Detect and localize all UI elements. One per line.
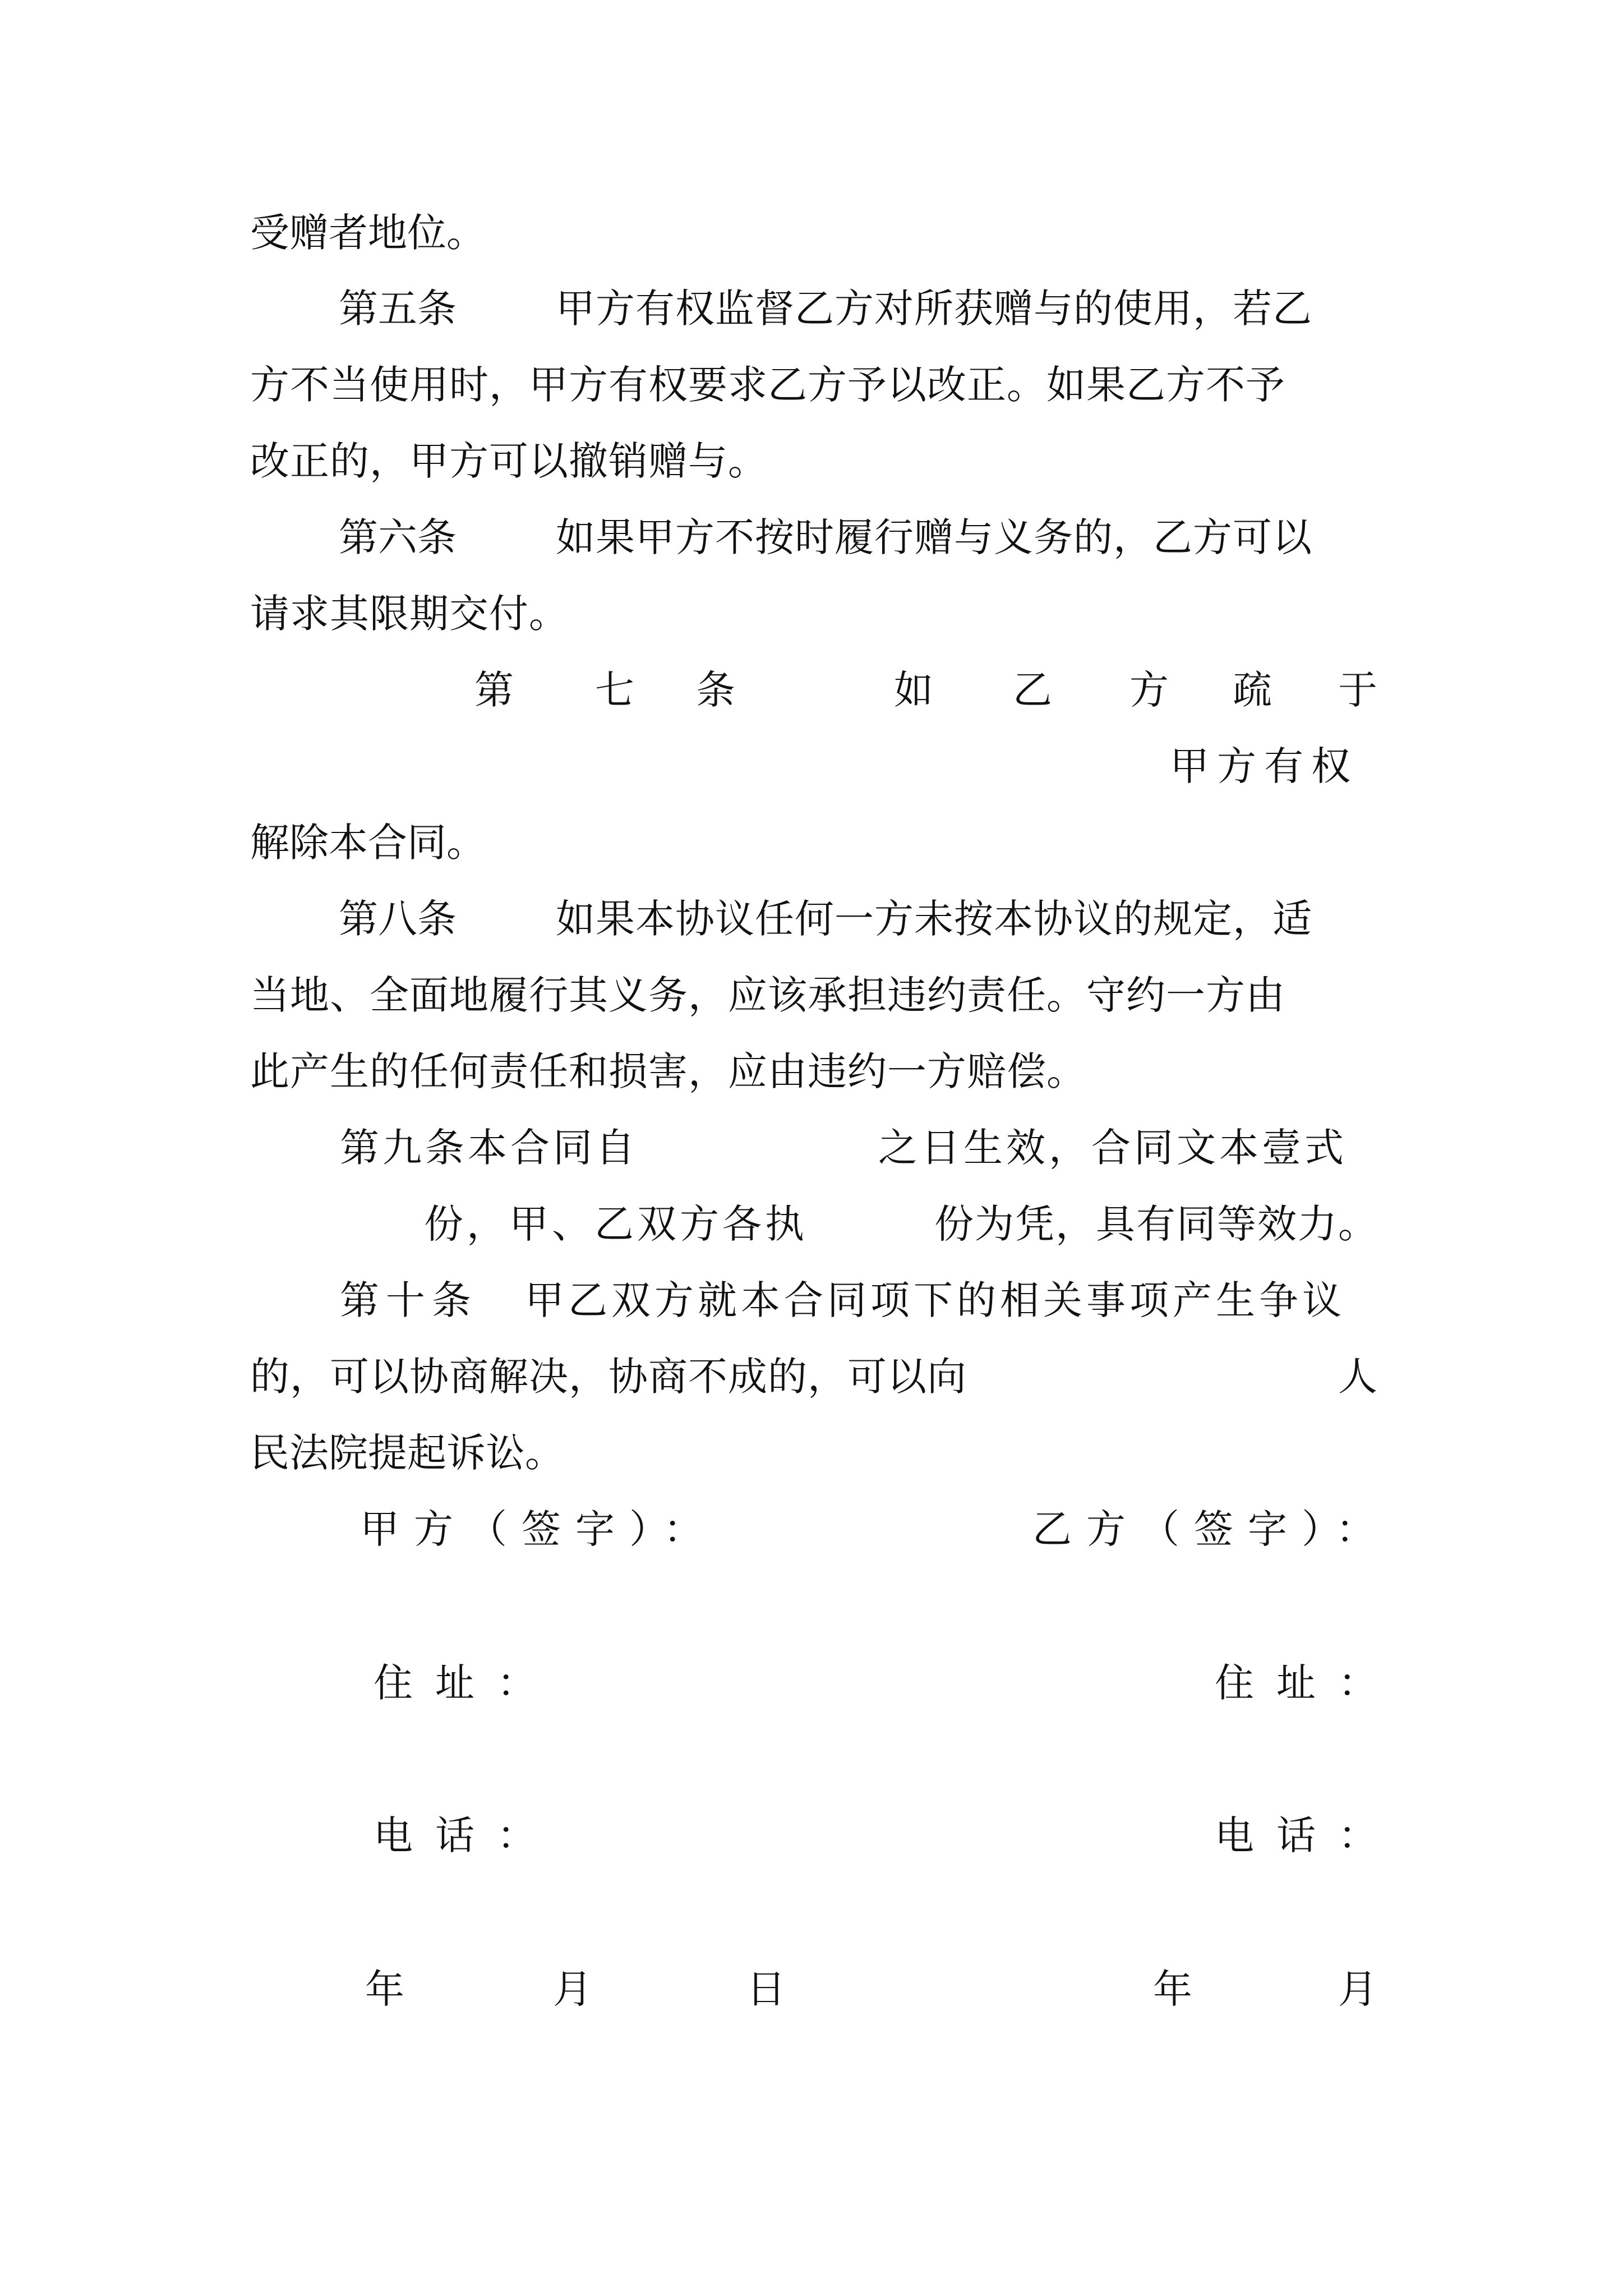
article-7-char: 第 — [474, 667, 514, 713]
article-7-char: 如 — [894, 667, 933, 713]
article-6-text: 如果甲方不按时履行赠与义务的，乙方可以 — [556, 514, 1312, 560]
article-10-line-1 — [250, 1272, 1377, 1328]
article-9-text-d: 份为凭，具有同等效力。 — [934, 1201, 1378, 1247]
article-8-line-3: 此产生的任何责任和损害，应由违约一方赔偿。 — [250, 1048, 1086, 1094]
date-row — [250, 1961, 1377, 2023]
party-b-phone-label: 电话： — [1215, 1812, 1400, 1858]
party-b-date-month: 月 — [1338, 1966, 1377, 2012]
article-5-heading: 第五条 — [339, 286, 457, 332]
party-a-phone-label: 电话： — [374, 1812, 559, 1858]
text-line — [250, 205, 1377, 261]
party-b-signature-label: 乙方（签字）： — [1032, 1506, 1390, 1552]
article-7-char: 条 — [696, 667, 735, 713]
article-7-char: 七 — [595, 667, 634, 713]
article-7-char: 疏 — [1233, 667, 1272, 713]
article-6-line-2: 请求其限期交付。 — [250, 591, 569, 637]
article-5-line-2: 方不当使用时，甲方有权要求乙方予以改正。如果乙方不予 — [250, 362, 1285, 408]
article-9-line-1 — [250, 1120, 1377, 1176]
party-a-date-month: 月 — [553, 1966, 592, 2012]
article-7-text: 甲方有权 — [1170, 743, 1358, 789]
party-a-date-year: 年 — [365, 1966, 404, 2012]
article-10-text: 甲乙双方就本合同项下的相关事项产生争议 — [525, 1277, 1345, 1323]
paragraph-tail: 受赠者地位。 — [250, 210, 486, 256]
article-7-line-1 — [250, 662, 1377, 718]
article-5-text: 甲方有权监督乙方对所获赠与的使用，若乙 — [556, 286, 1312, 332]
article-8-line-1 — [250, 891, 1377, 947]
article-5-line-1 — [250, 280, 1377, 337]
article-10-line-2 — [250, 1349, 1377, 1405]
article-5-line-3: 改正的，甲方可以撤销赠与。 — [250, 438, 768, 484]
article-8-heading: 第八条 — [339, 896, 457, 942]
article-6-line-1 — [250, 509, 1377, 565]
article-10-line-3: 民法院提起诉讼。 — [250, 1430, 564, 1476]
address-row — [250, 1655, 1400, 1717]
article-8-line-2: 当地、全面地履行其义务，应该承担违约责任。守约一方由 — [250, 972, 1285, 1018]
article-10-text-b: 的，可以协商解决，协商不成的，可以向 — [250, 1354, 967, 1400]
party-b-date-year: 年 — [1153, 1966, 1192, 2012]
article-9-line-2 — [250, 1196, 1377, 1252]
article-9-text-c: 份，甲、乙双方各执 — [424, 1201, 808, 1247]
article-6-heading: 第六条 — [339, 514, 457, 560]
article-10-text-c: 人 — [1338, 1354, 1377, 1400]
article-8-text: 如果本协议任何一方未按本协议的规定，适 — [556, 896, 1312, 942]
article-9-text-b: 之日生效，合同文本壹式 — [878, 1125, 1347, 1171]
article-10-heading: 第十条 — [340, 1277, 478, 1323]
party-a-signature-label: 甲方（签字）： — [360, 1506, 717, 1552]
party-b-address-label: 住址： — [1215, 1660, 1400, 1706]
article-7-line-3: 解除本合同。 — [250, 820, 486, 866]
party-a-date-day: 日 — [746, 1966, 786, 2012]
article-7-char: 方 — [1129, 667, 1169, 713]
article-7-char: 乙 — [1013, 667, 1052, 713]
article-7-line-2 — [250, 738, 1377, 794]
article-9-text-a: 第九条本合同自 — [340, 1125, 638, 1171]
phone-row — [250, 1807, 1400, 1869]
article-7-char: 于 — [1338, 667, 1377, 713]
party-a-address-label: 住址： — [374, 1660, 559, 1706]
signature-row — [250, 1501, 1390, 1563]
